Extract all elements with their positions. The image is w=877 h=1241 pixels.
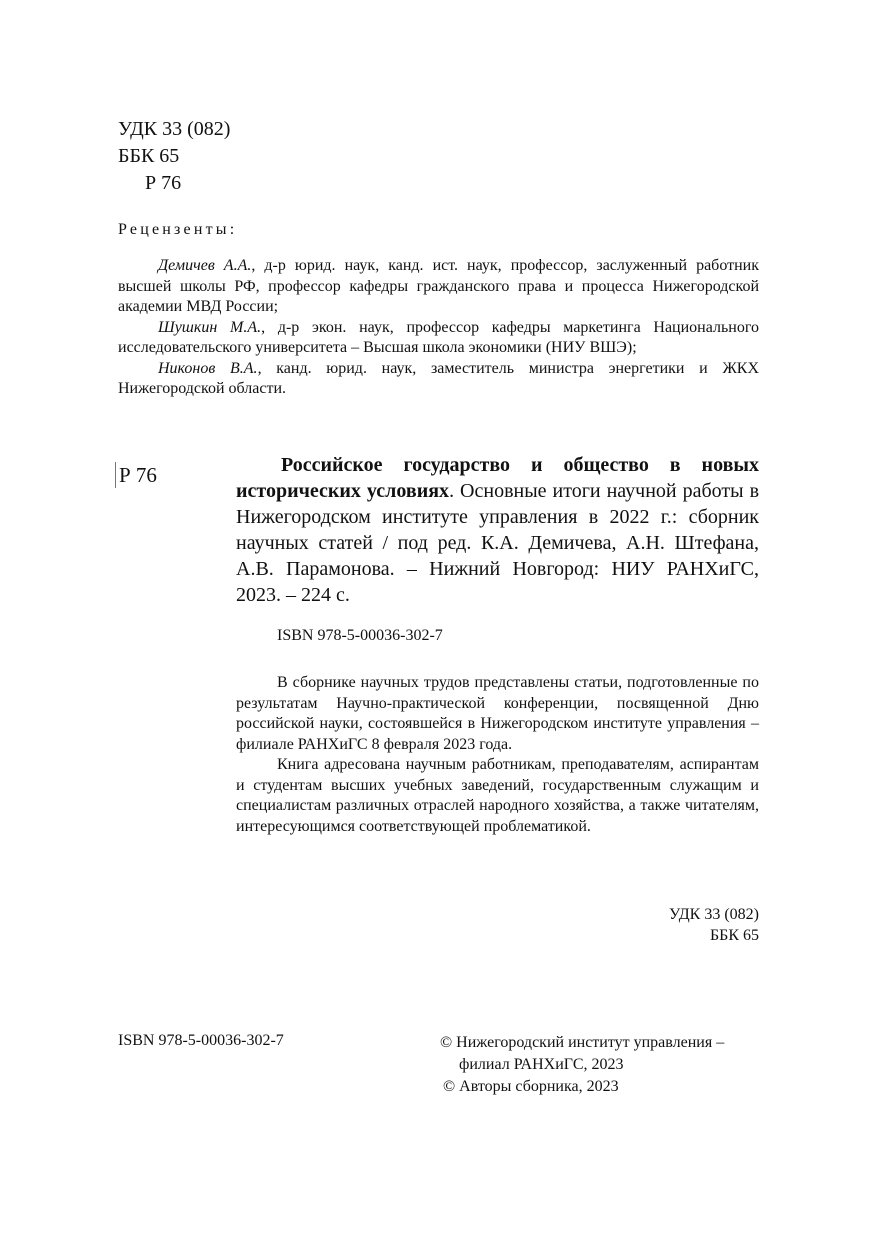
reviewer-description: , канд. юрид. наук, заместитель министра энергетики и ЖКХ Нижегородской области. [118,359,760,397]
reviewers-list [118,256,759,400]
reviewer-entry [118,318,759,359]
annotation-paragraph: В сборнике научных трудов представлены статьи, подготовленные по результатам Научно-практической конференции, посвященной Дню российской науки, состоявшейся в Нижегородском институте управления – филиале РАНХиГС 8 февраля 2023 года. [236,674,759,753]
copyright-authors: © Авторы сборника, 2023 [443,1078,619,1095]
udk-code: УДК 33 (082) [669,906,759,923]
copyright-block [440,1032,724,1098]
bbk-code: ББК 65 [709,927,759,944]
reviewer-description: , д-р экон. наук, профессор кафедры маркетинга Национального исследовательского университета – Высшая школа экономики (НИУ ВШЭ); [118,318,759,356]
udk-code: УДК 33 (082) [118,118,231,140]
book-details: . Основные итоги научной работы в Нижегородском институте управления в 2022 г.: сборник научных статей / под ред. К.А. Демичева, А.Н. Штефана, А.В. Парамонова. – Нижний Новгород: НИУ РАНХиГС, 2023. – 224 с. [236,480,760,606]
annotation-paragraph: Книга адресована научным работникам, преподавателям, аспирантам и студентам высших учебных заведений, государственным служащим и специалистам различных отраслей народного хозяйства, а также читателям, интересующимся соответствующей проблематикой. [236,756,759,835]
bibliographic-entry [236,452,759,608]
annotation [236,673,759,837]
reviewers-heading: Рецензенты: [118,221,238,238]
copyright-institute: © Нижегородский институт управления – [440,1034,725,1051]
reviewer-name: Никонов В.А. [158,359,258,377]
copyright-institute-cont: филиал РАНХиГС, 2023 [459,1056,624,1073]
footer-isbn: ISBN 978-5-00036-302-7 [118,1032,284,1049]
reviewer-name: Демичев А.А. [158,257,252,274]
catalog-author-mark: Р 76 [115,462,157,488]
author-mark: Р 76 [145,172,182,194]
classification-block [669,904,759,946]
bbk-code: ББК 65 [118,145,180,167]
isbn: ISBN 978-5-00036-302-7 [277,627,443,644]
reviewer-entry [118,256,759,318]
reviewer-name: Шушкин М.А. [158,318,262,336]
book-title: Российское государство и общество в новых исторических условиях [236,454,759,502]
reviewer-description: , д-р юрид. наук, канд. ист. наук, профессор, заслуженный работник высшей школы РФ, профессор кафедры гражданского права и процесса Нижегородской академии МВД России; [118,257,759,315]
reviewer-entry [118,359,759,400]
classification-codes [118,116,230,197]
